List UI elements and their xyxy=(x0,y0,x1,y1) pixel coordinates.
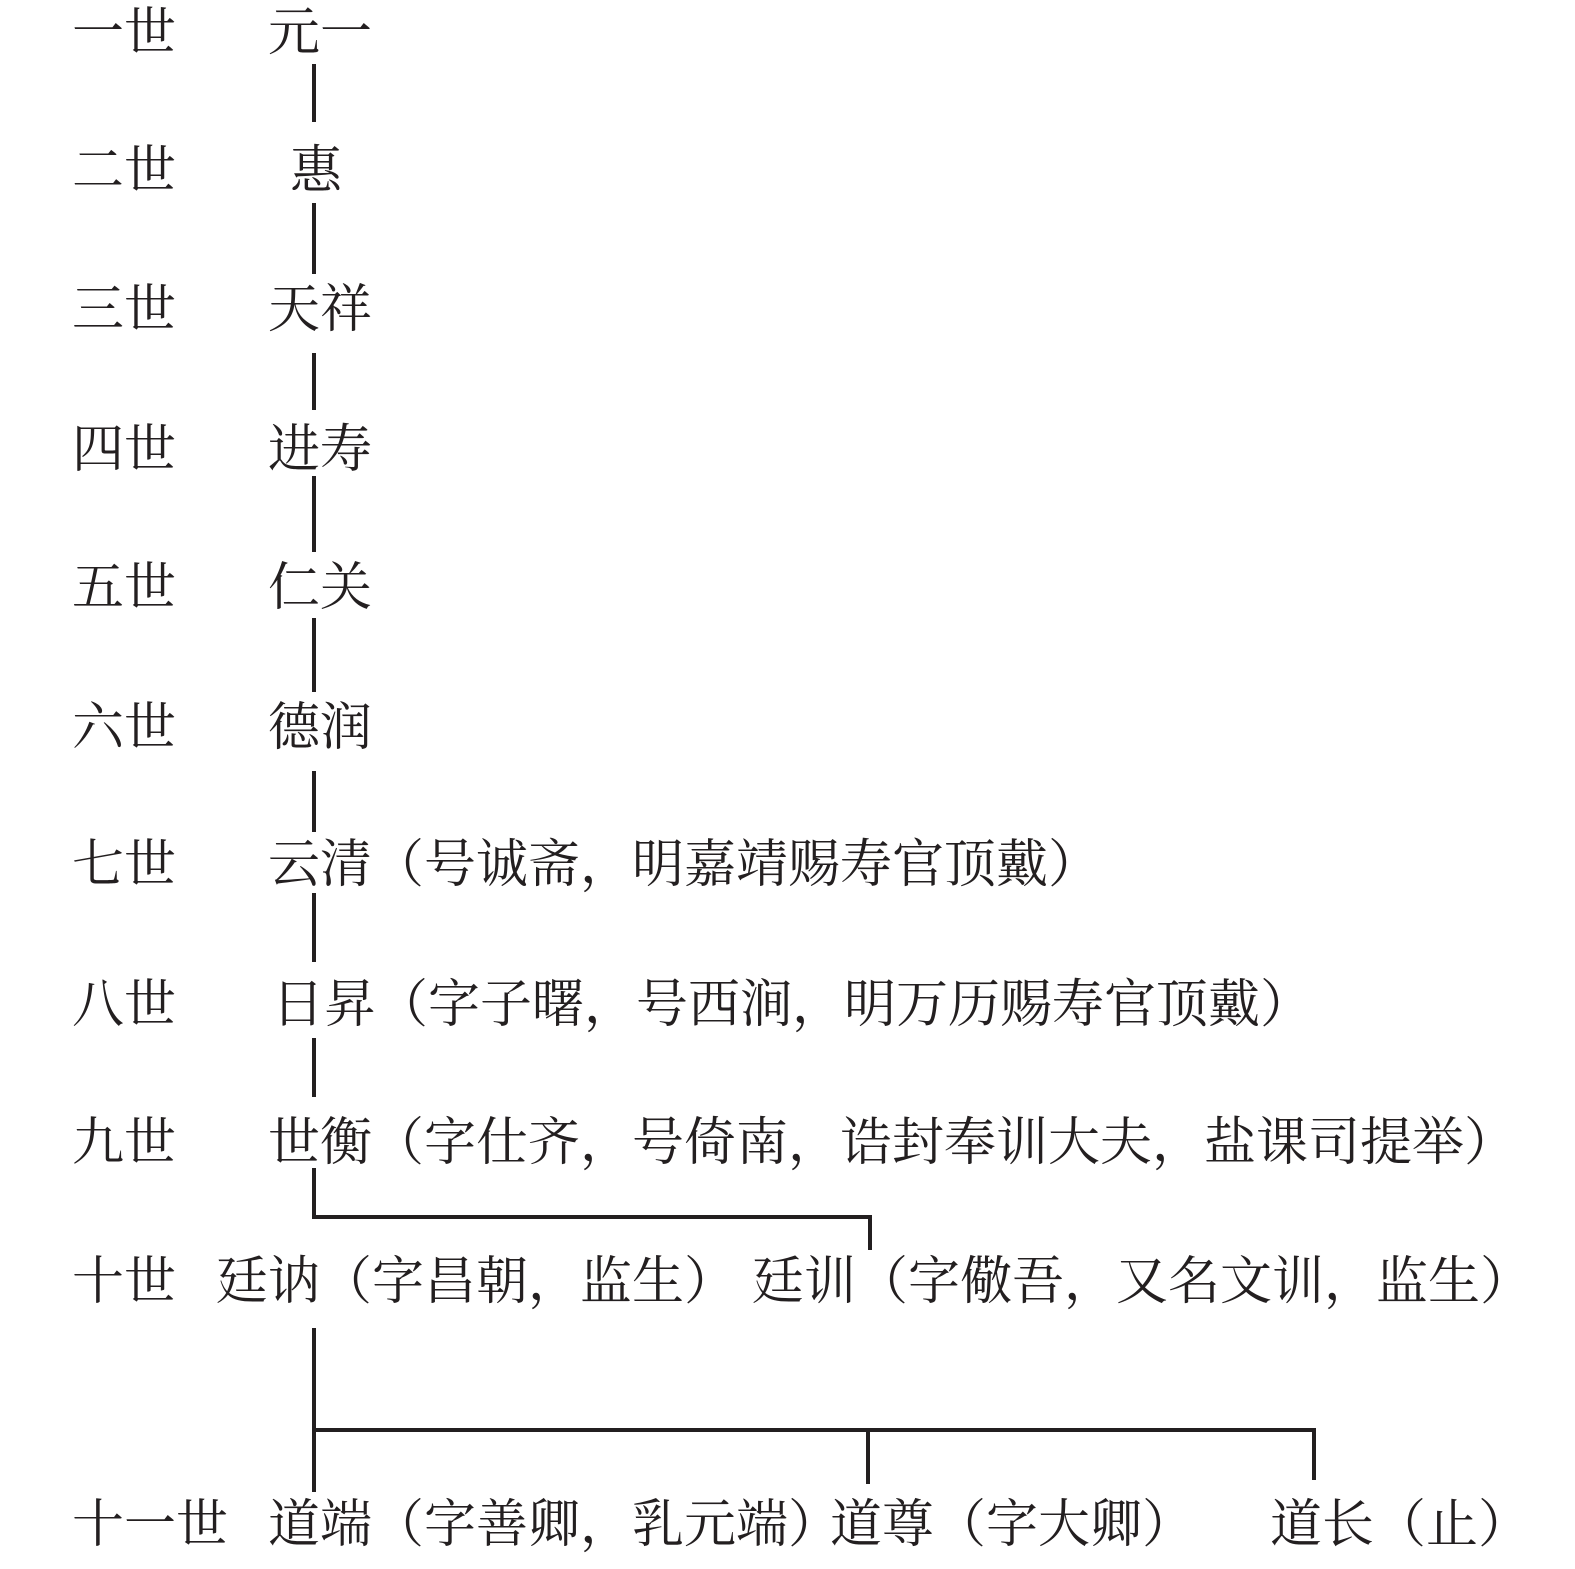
generation-label: 八世 xyxy=(72,975,177,1035)
person-name: 天祥 xyxy=(268,280,373,340)
generation-label: 一世 xyxy=(72,3,177,63)
person-name: 进寿 xyxy=(268,420,373,480)
person-name: 德润 xyxy=(268,698,373,758)
person-name: 云清（号诚斋，明嘉靖赐寿官顶戴） xyxy=(268,835,1101,895)
generation-label: 九世 xyxy=(72,1113,177,1173)
person-name: 廷训（字儆吾，又名文训，监生） xyxy=(752,1252,1533,1312)
person-name: 道端（字善卿，乳元端） xyxy=(268,1495,841,1555)
person-name: 世衡（字仕齐，号倚南，诰封奉训大夫，盐课司提举） xyxy=(268,1113,1517,1173)
generation-label: 二世 xyxy=(72,141,177,201)
person-name: 惠 xyxy=(290,141,343,201)
person-name: 元一 xyxy=(268,3,373,63)
generation-label: 十世 xyxy=(72,1252,177,1312)
generation-label: 四世 xyxy=(72,420,177,480)
person-name: 日昇（字子曙，号西涧，明万历赐寿官顶戴） xyxy=(272,975,1313,1035)
generation-label: 七世 xyxy=(72,835,177,895)
person-name: 道长（止） xyxy=(1270,1495,1531,1555)
generation-label: 十一世 xyxy=(72,1495,229,1555)
person-name: 道尊（字大卿） xyxy=(830,1495,1195,1555)
generation-label: 三世 xyxy=(72,280,177,340)
person-name: 仁关 xyxy=(268,558,373,618)
generation-label: 五世 xyxy=(72,558,177,618)
generation-label: 六世 xyxy=(72,698,177,758)
person-name: 廷讷（字昌朝，监生） xyxy=(216,1252,737,1312)
